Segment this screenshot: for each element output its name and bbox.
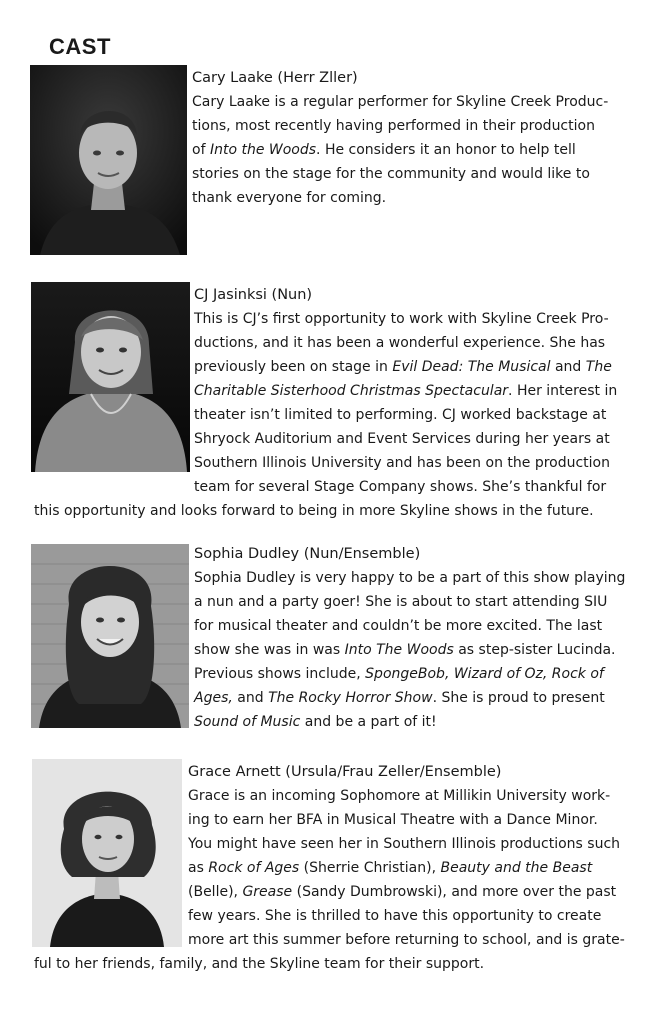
bio-line: tions, most recently having performed in their production [192, 118, 595, 134]
cast-photo-cary-laake [30, 65, 187, 255]
show-title: The [585, 359, 612, 375]
cast-photo-grace-arnett [32, 759, 182, 947]
bio-line: show she was in was Into The Woods as step-sister Lucinda. [194, 642, 616, 658]
cast-name: Grace Arnett (Ursula/Frau Zeller/Ensemble) [188, 764, 502, 780]
show-title: Grease [242, 884, 293, 900]
bio-line: thank everyone for coming. [192, 190, 387, 206]
show-title: Sound of Music [194, 714, 301, 730]
bio-line: ing to earn her BFA in Musical Theatre with a Dance Minor. [188, 812, 598, 828]
bio-line: Previous shows include, SpongeBob, Wizard of Oz, Rock of [194, 666, 604, 682]
bio-line: You might have seen her in Southern Illinois productions such [188, 836, 621, 852]
bio-line: of Into the Woods. He considers it an honor to help tell [192, 142, 576, 158]
bio-line: Grace is an incoming Sophomore at Millikin University work- [188, 788, 611, 804]
bio-line: previously been on stage in Evil Dead: The Musical and The [194, 359, 612, 375]
bio-line: Southern Illinois University and has been on the production [194, 455, 610, 471]
cast-photo-cj-jasinksi [31, 282, 190, 472]
bio-line: This is CJ’s first opportunity to work with Skyline Creek Pro- [194, 311, 609, 327]
cast-name: Cary Laake (Herr Zller) [192, 70, 358, 86]
bio-line: Sophia Dudley is very happy to be a part of this show playing [194, 570, 626, 586]
bio-line: ductions, and it has been a wonderful experience. She has [194, 335, 606, 351]
bio-line: (Belle), Grease (Sandy Dumbrowski), and more over the past [188, 884, 617, 900]
bio-line: as Rock of Ages (Sherrie Christian), Beauty and the Beast [188, 860, 593, 876]
bio-line: for musical theater and couldn’t be more excited. The last [194, 618, 603, 634]
bio-line: Cary Laake is a regular performer for Skyline Creek Produc- [192, 94, 609, 110]
bio-line: a nun and a party goer! She is about to start attending SIU [194, 594, 608, 610]
bio-line: team for several Stage Company shows. She’s thankful for [194, 479, 607, 495]
bio-line: Charitable Sisterhood Christmas Spectacular. Her interest in [194, 383, 618, 399]
bio-line: stories on the stage for the community and would like to [192, 166, 590, 182]
show-title: Ages, [194, 690, 233, 706]
show-title: Into the Woods [209, 142, 317, 158]
show-title: The Rocky Horror Show [268, 690, 433, 706]
page-heading: CAST [49, 34, 111, 59]
bio-line: this opportunity and looks forward to being in more Skyline shows in the future. [34, 503, 594, 519]
show-title: Into The Woods [344, 642, 454, 658]
cast-photo-sophia-dudley [31, 544, 189, 728]
cast-name: CJ Jasinksi (Nun) [194, 287, 313, 303]
bio-line: more art this summer before returning to school, and is grate- [188, 932, 625, 948]
bio-line: theater isn’t limited to performing. CJ worked backstage at [194, 407, 607, 423]
bio-line: Shryock Auditorium and Event Services during her years at [194, 431, 610, 447]
show-title: Beauty and the Beast [440, 860, 593, 876]
show-title: Evil Dead: The Musical [392, 359, 551, 375]
show-title: Charitable Sisterhood Christmas Spectacular [194, 383, 509, 399]
bio-line: Ages, and The Rocky Horror Show. She is proud to present [194, 690, 605, 706]
bio-line: Sound of Music and be a part of it! [194, 714, 437, 730]
cast-name: Sophia Dudley (Nun/Ensemble) [194, 546, 421, 562]
show-title: SpongeBob, Wizard of Oz, Rock of [365, 666, 604, 682]
show-title: Rock of Ages [208, 860, 300, 876]
bio-line: few years. She is thrilled to have this opportunity to create [188, 908, 602, 924]
bio-line: ful to her friends, family, and the Skyline team for their support. [34, 956, 485, 972]
